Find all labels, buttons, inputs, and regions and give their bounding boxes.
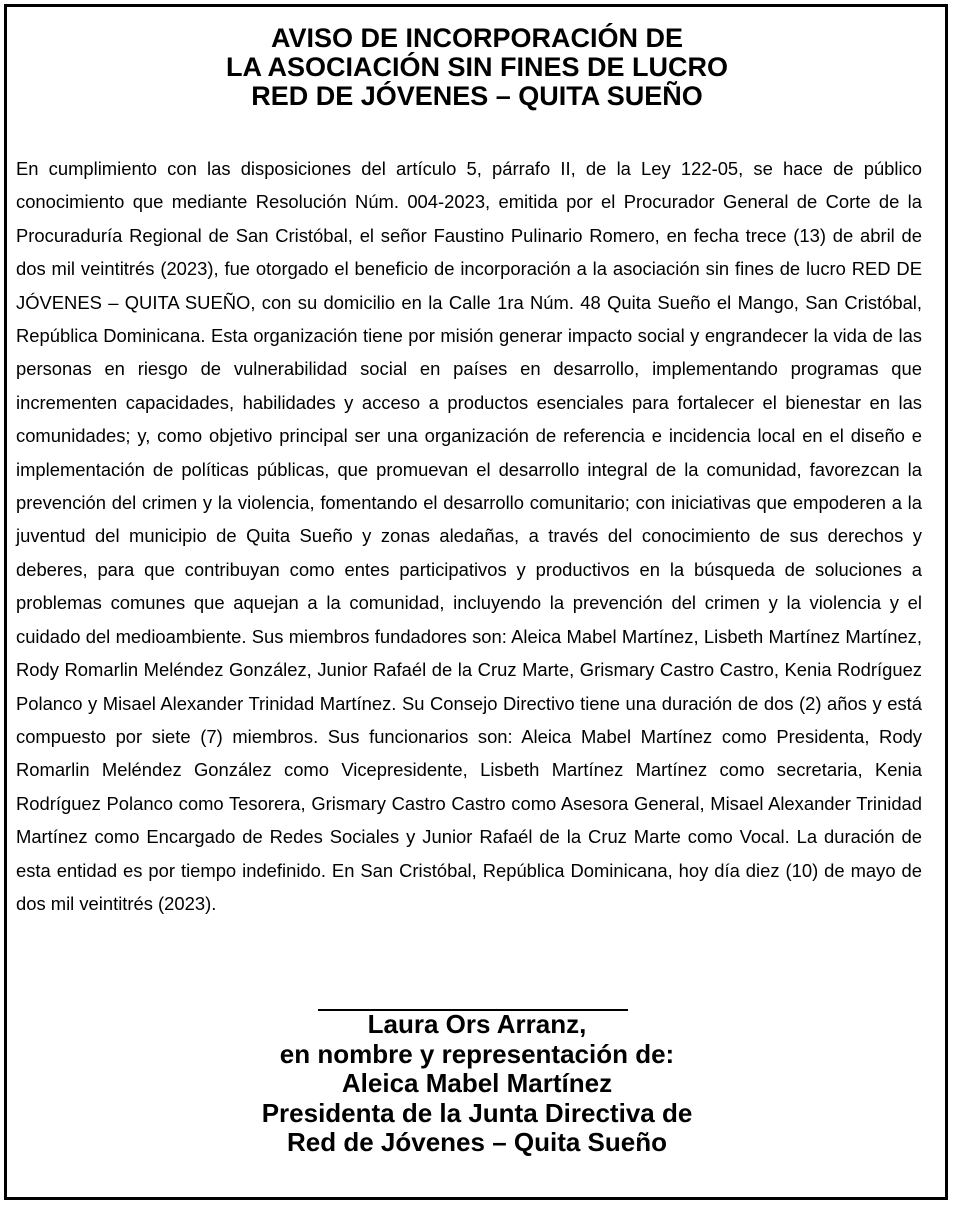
title-line-1: AVISO DE INCORPORACIÓN DE (270, 23, 684, 53)
principal-role: Presidenta de la Junta Directiva de (261, 1097, 693, 1128)
organization-name: Red de Jóvenes – Quita Sueño (287, 1127, 667, 1158)
signature-block (0, 1010, 954, 1158)
title-line-3: RED DE JÓVENES – QUITA SUEÑO (251, 81, 703, 111)
title-line-2: LA ASOCIACIÓN SIN FINES DE LUCRO (225, 52, 729, 82)
notice-body: En cumplimiento con las disposiciones del artículo 5, párrafo II, de la Ley 122-05, se hace de público conocimiento que mediante Resolución Núm. 004-2023, emitida por el Procurador General de Corte de la Procuraduría Regional de San Cristóbal, el señor Faustino Pulinario Romero, en fecha trece (13) de abril de dos mil veintitrés (2023), fue otorgado el beneficio de incorporación a la asociación sin fines de lucro RED DE JÓVENES – QUITA SUEÑO, con su domicilio en la Calle 1ra Núm. 48 Quita Sueño el Mango, San Cristóbal, República Dominicana. Esta organización tiene por misión generar impacto social y engrandecer la vida de las personas en riesgo de vulnerabilidad social en países en desarrollo, implementando programas que incrementen capacidades, habilidades y acceso a productos esenciales para fortalecer el bienestar en las comunidades; y, como objetivo principal ser una organización de referencia e incidencia local en el diseño e implementación de políticas públicas, que promuevan el desarrollo integral de la comunidad, favorezcan la prevención del crimen y la violencia, fomentando el desarrollo comunitario; con iniciativas que empoderen a la juventud del municipio de Quita Sueño y zonas aledañas, a través del conocimiento de sus derechos y deberes, para que contribuyan como entes participativos y productivos en la búsqueda de soluciones a problemas comunes que aquejan a la comunidad, incluyendo la prevención del crimen y la violencia y el cuidado del medioambiente. Sus miembros fundadores son: Aleica Mabel Martínez, Lisbeth Martínez Martínez, Rody Romarlin Meléndez González, Junior Rafaél de la Cruz Marte, Grismary Castro Castro, Kenia Rodríguez Polanco y Misael Alexander Trinidad Martínez. Su Consejo Directivo tiene una duración de dos (2) años y está compuesto por siete (7) miembros. Sus funcionarios son: Aleica Mabel Martínez como Presidenta, Rody Romarlin Meléndez González como Vicepresidente, Lisbeth Martínez Martínez como secretaria, Kenia Rodríguez Polanco como Tesorera, Grismary Castro Castro como Asesora General, Misael Alexander Trinidad Martínez como Encargado de Redes Sociales y Junior Rafaél de la Cruz Marte como Vocal. La duración de esta entidad es por tiempo indefinido. En San Cristóbal, República Dominicana, hoy día diez (10) de mayo de dos mil veintitrés (2023). (16, 158, 922, 914)
principal-name: Aleica Mabel Martínez (341, 1068, 613, 1099)
signatory-representation: en nombre y representación de: (279, 1038, 675, 1069)
notice-title (0, 24, 954, 111)
signatory-name: Laura Ors Arranz, (367, 1009, 587, 1039)
